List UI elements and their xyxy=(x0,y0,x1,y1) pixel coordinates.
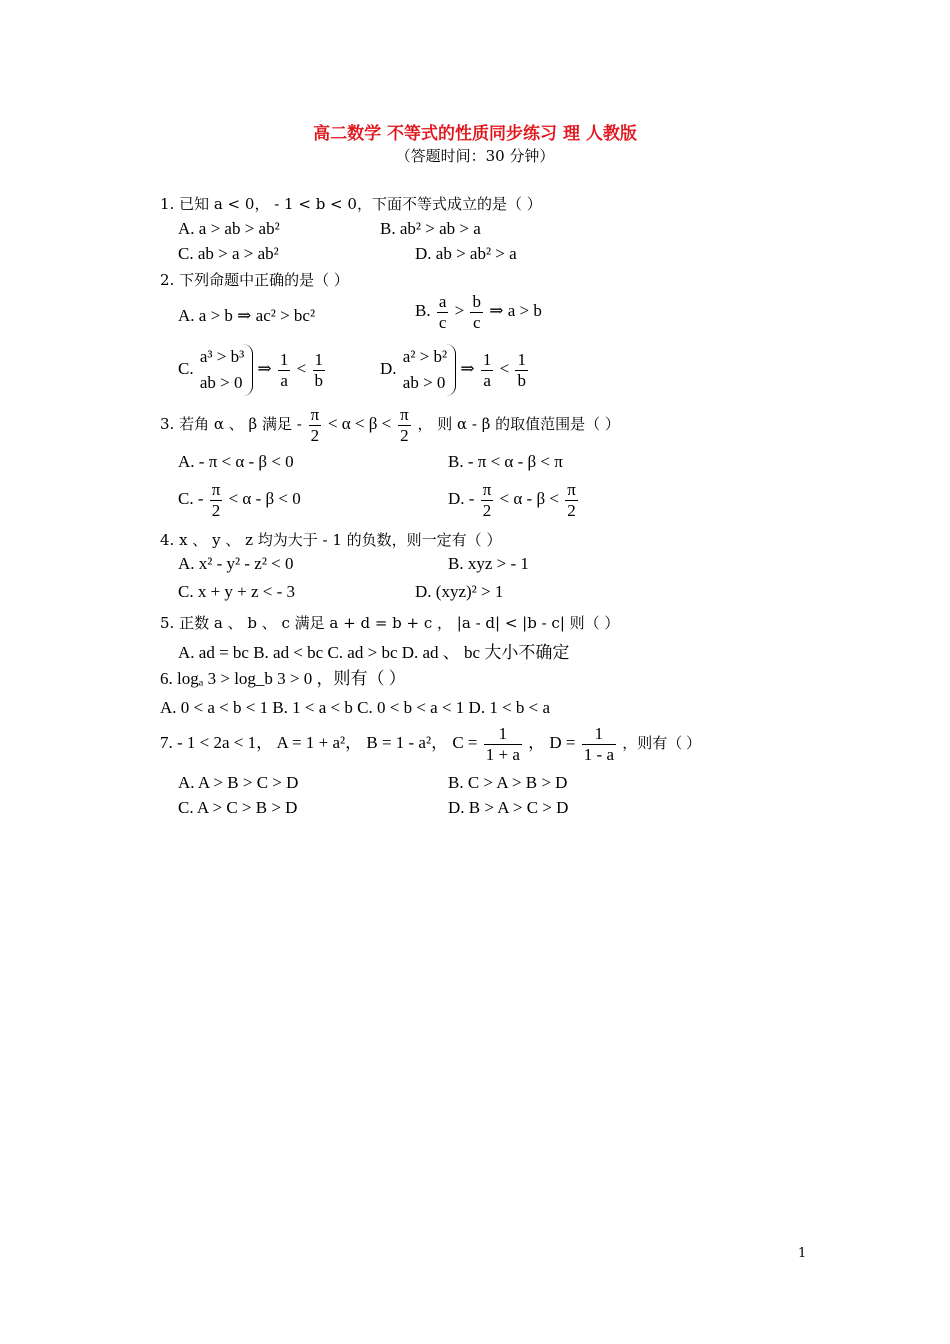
q2-b-tail: ⇒ a > b xyxy=(489,300,542,320)
q2-d-sys2: ab > 0 xyxy=(402,373,446,392)
q1-option-a: A. a > ab > ab² xyxy=(178,219,280,238)
q2-c-num1: 1 xyxy=(279,349,289,369)
q7-option-d: D. B > A > C > D xyxy=(448,798,569,817)
q2-c-den2: b xyxy=(314,370,324,390)
q4-stem: 4. x 、 y 、 z 均为大于 - 1 的负数，则一定有（ ） xyxy=(160,531,502,549)
q3-d-fraction-2 xyxy=(565,480,578,520)
q3-option-a: A. - π < α - β < 0 xyxy=(178,452,294,471)
q3-option-d xyxy=(448,480,580,520)
q2-d-num1: 1 xyxy=(482,349,492,369)
q2-b-fraction-2 xyxy=(470,292,483,332)
q2-d-den1: a xyxy=(483,370,491,390)
q2-c-label: C. xyxy=(178,358,194,378)
q2-b-label: B. xyxy=(415,300,431,320)
q1-option-b: B. ab² > ab > a xyxy=(380,219,481,238)
q3-fraction-pi-2 xyxy=(398,405,411,445)
q7-stem xyxy=(160,724,701,764)
q3-pi-2: π xyxy=(400,405,409,424)
q2-stem: 2. 下列命题中正确的是（ ） xyxy=(160,271,349,289)
page-number: 1 xyxy=(798,1246,807,1261)
q2-d-num2: 1 xyxy=(517,349,526,369)
q2-b-num2: b xyxy=(472,292,481,311)
q2-b-op: > xyxy=(454,300,465,320)
q3-fraction-neg-pi-2 xyxy=(309,405,322,445)
q2-c-sys1: a³ > b³ xyxy=(199,347,245,366)
page-title: 高二数学 不等式的性质同步练习 理 人教版 xyxy=(313,124,637,144)
q3-d-pi-1: π xyxy=(482,480,492,499)
q2-c-sys2: ab > 0 xyxy=(199,373,243,392)
q7-d-den: 1 - a xyxy=(583,744,614,764)
q4-option-c: C. x + y + z < - 3 xyxy=(178,582,296,601)
q7-stem-post: ，则有（ ） xyxy=(622,735,702,752)
q5-options: A. ad = bc B. ad < bc C. ad > bc D. ad 、 bc 大小不确定 xyxy=(178,643,570,662)
q2-d-sys1: a² > b² xyxy=(402,347,448,366)
q7-c-fraction xyxy=(484,724,522,764)
q6-stem: 6. logₐ 3 > log_b 3 > 0 ，则有（ ） xyxy=(160,669,406,688)
q3-c-label: C. - xyxy=(178,488,204,508)
q6-options: A. 0 < a < b < 1 B. 1 < a < b C. 0 < b < a < 1 D. 1 < b < a xyxy=(160,698,551,717)
q4-option-b: B. xyz > - 1 xyxy=(448,554,529,573)
q3-two-2: 2 xyxy=(400,425,409,445)
q2-c-fraction-2 xyxy=(313,350,326,390)
q7-option-a: A. A > B > C > D xyxy=(178,773,299,792)
q2-d-fraction-2 xyxy=(515,350,528,390)
q2-option-b xyxy=(415,292,542,332)
q3-stem-pre: 3. 若角 α 、 β 满足 - xyxy=(160,415,302,434)
q3-c-fraction xyxy=(210,480,223,520)
q3-d-two-1: 2 xyxy=(482,500,492,520)
q7-option-b: B. C > A > B > D xyxy=(448,773,568,792)
q2-d-fraction-1 xyxy=(481,350,494,390)
q3-option-c xyxy=(178,480,301,520)
q2-d-op: < xyxy=(499,358,510,378)
q2-c-arrow: ⇒ xyxy=(257,358,272,378)
q3-pi-1: π xyxy=(310,405,320,424)
q2-b-den2: c xyxy=(472,312,481,332)
page-subtitle: （答题时间：30 分钟） xyxy=(395,147,555,165)
q3-d-two-2: 2 xyxy=(567,500,576,520)
q7-c-num: 1 xyxy=(484,724,522,745)
q2-c-fraction-1 xyxy=(278,350,291,390)
q7-stem-mid: ， D = xyxy=(528,732,576,752)
q7-c-den: 1 + a xyxy=(485,744,520,764)
q3-d-pi-2: π xyxy=(567,480,576,499)
q2-option-c xyxy=(178,344,327,396)
q3-c-tail: < α - β < 0 xyxy=(228,488,301,508)
q2-c-op: < xyxy=(296,358,307,378)
q7-d-num: 1 xyxy=(582,724,616,745)
q1-option-d: D. ab > ab² > a xyxy=(415,244,517,263)
q7-d-fraction xyxy=(582,724,616,764)
q7-stem-pre: 7. - 1 < 2a < 1， A = 1 + a²， B = 1 - a²， C = xyxy=(160,732,478,752)
q2-d-system xyxy=(401,344,456,396)
q3-stem xyxy=(160,405,620,445)
q1-option-c: C. ab > a > ab² xyxy=(178,244,279,263)
q2-d-label: D. xyxy=(380,358,397,378)
q7-option-c: C. A > C > B > D xyxy=(178,798,298,817)
q4-option-a: A. x² - y² - z² < 0 xyxy=(178,554,294,573)
q2-c-num2: 1 xyxy=(314,349,324,369)
q3-stem-mid: < α < β < xyxy=(327,414,392,434)
q3-c-two: 2 xyxy=(211,500,221,520)
q2-c-den1: a xyxy=(280,370,288,390)
q5-stem: 5. 正数 a 、 b 、 c 满足 a + d = b + c ， |a - d| < |b - c| 则（ ） xyxy=(160,614,620,632)
q3-d-fraction-1 xyxy=(481,480,494,520)
q3-two-1: 2 xyxy=(310,425,320,445)
q2-d-arrow: ⇒ xyxy=(460,358,475,378)
q3-d-label: D. - xyxy=(448,488,475,508)
q2-b-den1: c xyxy=(438,312,447,332)
q2-b-fraction-1 xyxy=(437,292,449,332)
q2-c-system xyxy=(198,344,253,396)
q1-stem: 1. 已知 a < 0， - 1 < b < 0，下面不等式成立的是（ ） xyxy=(160,195,542,213)
q3-stem-post: ， 则 α - β 的取值范围是（ ） xyxy=(417,415,620,434)
q2-option-a: A. a > b ⇒ ac² > bc² xyxy=(178,306,316,325)
q2-d-den2: b xyxy=(517,370,526,390)
q3-c-pi: π xyxy=(211,480,221,499)
q3-d-mid: < α - β < xyxy=(499,488,559,508)
q4-option-d: D. (xyz)² > 1 xyxy=(415,582,504,601)
q2-b-num1: a xyxy=(438,292,447,311)
q3-option-b: B. - π < α - β < π xyxy=(448,452,563,471)
q2-option-d xyxy=(380,344,530,396)
